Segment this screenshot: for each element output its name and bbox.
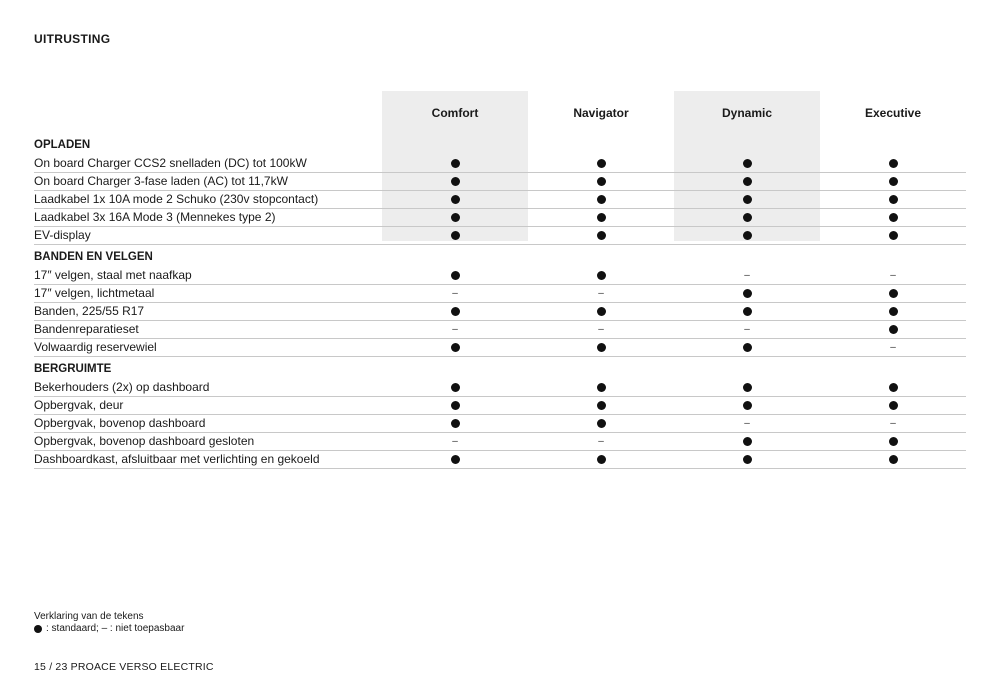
- standard-dot-icon: [889, 231, 898, 240]
- table-row: [34, 173, 966, 191]
- standard-dot-icon: [451, 307, 460, 316]
- standard-dot-icon: [743, 159, 752, 168]
- standard-cell: [382, 267, 528, 284]
- not-applicable-cell: [382, 321, 528, 338]
- equipment-table: [34, 91, 966, 466]
- row-label: Opbergvak, bovenop dashboard: [34, 416, 206, 430]
- standard-dot-icon: [889, 289, 898, 298]
- standard-cell: [820, 397, 966, 414]
- table-row: [34, 339, 966, 357]
- table-row: [34, 209, 966, 227]
- standard-dot-icon: [889, 401, 898, 410]
- standard-dot-icon: [451, 159, 460, 168]
- column-header: Dynamic: [721, 105, 773, 120]
- not-applicable-cell: [528, 285, 674, 302]
- standard-dot-icon: [451, 455, 460, 464]
- page-title: UITRUSTING: [34, 32, 111, 46]
- standard-dot-icon: [597, 231, 606, 240]
- row-label: On board Charger CCS2 snelladen (DC) tot 100kW: [34, 156, 307, 170]
- standard-dot-icon: [889, 383, 898, 392]
- legend: [34, 611, 184, 635]
- row-label: On board Charger 3-fase laden (AC) tot 11,7kW: [34, 174, 288, 188]
- standard-cell: [382, 155, 528, 172]
- standard-dot-icon: [451, 401, 460, 410]
- table-row: [34, 303, 966, 321]
- standard-dot-icon: [597, 159, 606, 168]
- table-row: [34, 321, 966, 339]
- not-applicable-cell: [820, 339, 966, 356]
- standard-cell: [674, 379, 820, 396]
- standard-dot-icon: [451, 383, 460, 392]
- standard-dot-icon: [889, 307, 898, 316]
- standard-dot-icon: [743, 437, 752, 446]
- not-applicable-mark: –: [890, 270, 896, 281]
- standard-cell: [528, 227, 674, 244]
- standard-cell: [820, 285, 966, 302]
- standard-cell: [820, 173, 966, 190]
- row-label: Banden, 225/55 R17: [34, 304, 145, 318]
- table-row: [34, 433, 966, 451]
- not-applicable-mark: –: [452, 436, 458, 447]
- row-label: Bandenreparatieset: [34, 322, 139, 336]
- not-applicable-mark: –: [452, 288, 458, 299]
- standard-dot-icon: [34, 625, 42, 633]
- standard-dot-icon: [743, 289, 752, 298]
- standard-cell: [382, 397, 528, 414]
- standard-dot-icon: [889, 177, 898, 186]
- standard-cell: [528, 451, 674, 468]
- standard-dot-icon: [597, 271, 606, 280]
- row-label: Volwaardig reservewiel: [34, 340, 157, 354]
- standard-cell: [382, 451, 528, 468]
- standard-cell: [674, 397, 820, 414]
- standard-dot-icon: [597, 401, 606, 410]
- standard-cell: [820, 379, 966, 396]
- row-label: EV-display: [34, 228, 91, 242]
- standard-cell: [674, 433, 820, 450]
- standard-dot-icon: [889, 213, 898, 222]
- standard-cell: [674, 227, 820, 244]
- section-title: OPLADEN: [34, 139, 91, 151]
- not-applicable-cell: [528, 433, 674, 450]
- standard-dot-icon: [451, 343, 460, 352]
- not-applicable-cell: [674, 415, 820, 432]
- not-applicable-mark: –: [598, 324, 604, 335]
- standard-dot-icon: [743, 231, 752, 240]
- page-footer: 15 / 23 PROACE VERSO ELECTRIC: [34, 661, 214, 673]
- table-row: [34, 155, 966, 173]
- standard-cell: [382, 303, 528, 320]
- row-label: Laadkabel 3x 16A Mode 3 (Mennekes type 2): [34, 210, 276, 224]
- column-header: Executive: [864, 105, 922, 120]
- table-row: [34, 397, 966, 415]
- not-applicable-cell: [820, 415, 966, 432]
- standard-dot-icon: [597, 455, 606, 464]
- not-applicable-cell: [674, 267, 820, 284]
- standard-cell: [674, 155, 820, 172]
- standard-cell: [528, 209, 674, 226]
- not-applicable-mark: –: [452, 324, 458, 335]
- standard-cell: [528, 415, 674, 432]
- table-row: [34, 227, 966, 245]
- column-header: Navigator: [573, 105, 629, 120]
- standard-dot-icon: [743, 213, 752, 222]
- not-applicable-cell: [674, 321, 820, 338]
- standard-dot-icon: [597, 213, 606, 222]
- standard-dot-icon: [451, 195, 460, 204]
- standard-dot-icon: [451, 271, 460, 280]
- standard-dot-icon: [597, 177, 606, 186]
- not-applicable-mark: –: [598, 436, 604, 447]
- standard-cell: [820, 227, 966, 244]
- not-applicable-mark: –: [890, 418, 896, 429]
- table-row: [34, 379, 966, 397]
- standard-cell: [382, 191, 528, 208]
- column-header: Comfort: [431, 105, 479, 120]
- standard-cell: [674, 285, 820, 302]
- not-applicable-mark: –: [744, 324, 750, 335]
- legend-title: Verklaring van de tekens: [34, 611, 144, 622]
- standard-cell: [528, 379, 674, 396]
- standard-cell: [528, 155, 674, 172]
- standard-dot-icon: [743, 401, 752, 410]
- not-applicable-cell: [820, 267, 966, 284]
- standard-dot-icon: [743, 307, 752, 316]
- standard-dot-icon: [889, 325, 898, 334]
- standard-dot-icon: [889, 455, 898, 464]
- standard-dot-icon: [597, 419, 606, 428]
- section-title: BERGRUIMTE: [34, 363, 112, 375]
- not-applicable-cell: [382, 285, 528, 302]
- row-label: Bekerhouders (2x) op dashboard: [34, 380, 210, 394]
- standard-cell: [674, 209, 820, 226]
- not-applicable-mark: –: [744, 270, 750, 281]
- row-label: Opbergvak, deur: [34, 398, 124, 412]
- not-applicable-cell: [528, 321, 674, 338]
- standard-cell: [382, 209, 528, 226]
- standard-cell: [820, 451, 966, 468]
- not-applicable-mark: –: [598, 288, 604, 299]
- standard-cell: [674, 339, 820, 356]
- section-title: BANDEN EN VELGEN: [34, 251, 153, 263]
- standard-cell: [382, 415, 528, 432]
- standard-cell: [674, 173, 820, 190]
- standard-cell: [528, 303, 674, 320]
- table-row: [34, 191, 966, 209]
- standard-cell: [674, 191, 820, 208]
- table-row: [34, 451, 966, 469]
- table-row: [34, 267, 966, 285]
- standard-cell: [528, 191, 674, 208]
- legend-text: : standaard; – : niet toepasbaar: [46, 623, 185, 634]
- standard-dot-icon: [597, 307, 606, 316]
- standard-dot-icon: [597, 195, 606, 204]
- standard-cell: [528, 267, 674, 284]
- standard-dot-icon: [889, 159, 898, 168]
- standard-dot-icon: [743, 195, 752, 204]
- standard-dot-icon: [451, 419, 460, 428]
- not-applicable-mark: –: [744, 418, 750, 429]
- standard-cell: [820, 155, 966, 172]
- standard-cell: [820, 303, 966, 320]
- not-applicable-cell: [382, 433, 528, 450]
- table-header: [34, 91, 966, 134]
- row-label: Laadkabel 1x 10A mode 2 Schuko (230v stopcontact): [34, 192, 319, 206]
- standard-cell: [820, 209, 966, 226]
- standard-cell: [820, 191, 966, 208]
- standard-cell: [528, 397, 674, 414]
- standard-cell: [674, 451, 820, 468]
- standard-dot-icon: [451, 231, 460, 240]
- table-row: [34, 285, 966, 303]
- standard-dot-icon: [743, 343, 752, 352]
- standard-dot-icon: [451, 213, 460, 222]
- row-label: Opbergvak, bovenop dashboard gesloten: [34, 434, 255, 448]
- standard-cell: [528, 173, 674, 190]
- row-label: 17″ velgen, staal met naafkap: [34, 268, 192, 282]
- standard-dot-icon: [597, 383, 606, 392]
- standard-dot-icon: [743, 455, 752, 464]
- standard-dot-icon: [889, 437, 898, 446]
- standard-cell: [820, 433, 966, 450]
- standard-cell: [528, 339, 674, 356]
- not-applicable-mark: –: [890, 342, 896, 353]
- row-label: 17″ velgen, lichtmetaal: [34, 286, 155, 300]
- standard-dot-icon: [743, 383, 752, 392]
- standard-cell: [382, 173, 528, 190]
- standard-cell: [820, 321, 966, 338]
- standard-cell: [382, 379, 528, 396]
- row-label: Dashboardkast, afsluitbaar met verlichting en gekoeld: [34, 452, 320, 466]
- standard-cell: [674, 303, 820, 320]
- standard-dot-icon: [597, 343, 606, 352]
- standard-cell: [382, 339, 528, 356]
- standard-dot-icon: [451, 177, 460, 186]
- standard-dot-icon: [743, 177, 752, 186]
- table-body: [34, 134, 966, 469]
- table-row: [34, 415, 966, 433]
- standard-dot-icon: [889, 195, 898, 204]
- standard-cell: [382, 227, 528, 244]
